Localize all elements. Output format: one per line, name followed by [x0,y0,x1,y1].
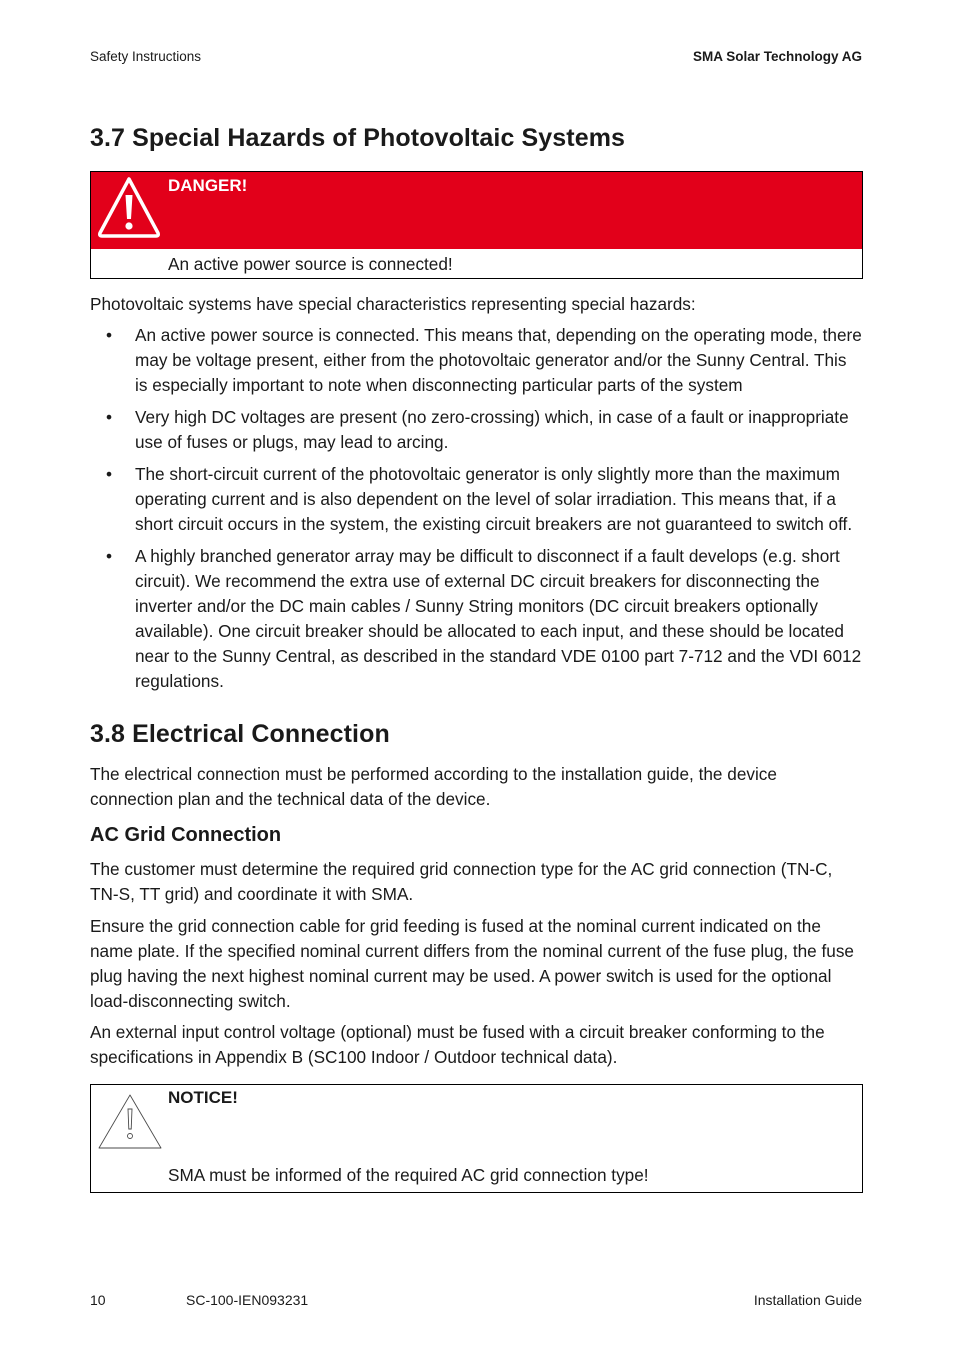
danger-label: DANGER! [168,176,248,195]
notice-text: SMA must be informed of the required AC grid connection type! [168,1165,649,1185]
list-item: • The short-circuit current of the photovoltaic generator is only slightly more than the maximum operating current and is also dependent on the level of solar irradiation. This means that, if a short circuit occurs in the system, the existing circuit breakers are not guaranteed to switch off. [106,464,853,534]
list-item: • Very high DC voltages are present (no zero-crossing) which, in case of a fault or inappropriate use of fuses or plugs, may lead to arcing. [106,407,849,452]
section-title-3-7: 3.7 Special Hazards of Photovoltaic Systems [90,124,626,152]
document-code: SC-100-IEN093231 [186,1292,309,1308]
paragraph: The customer must determine the required grid connection type for the AC grid connection (TN-C, TN-S, TT grid) and coordinate it with SMA. [90,859,833,904]
notice-label: NOTICE! [168,1088,238,1107]
notice-box [90,1084,863,1193]
running-header-right: SMA Solar Technology AG [692,49,862,64]
notice-triangle-icon [95,1092,165,1152]
section-title-3-8: 3.8 Electrical Connection [90,720,390,748]
running-header-left: Safety Instructions [90,49,202,64]
subheading-ac-grid: AC Grid Connection [90,824,282,846]
document-title: Installation Guide [753,1292,862,1308]
hazards-list [90,323,862,701]
warning-triangle-icon [96,175,162,239]
hazards-intro: Photovoltaic systems have special characteristics representing special hazards: [90,294,696,314]
danger-text: An active power source is connected! [168,254,453,274]
paragraph: Ensure the grid connection cable for grid feeding is fused at the nominal current indicated on the name plate. If the specified nominal current differs from the nominal current of the fuse plug, the fuse plug having the next highest nominal current may be used. A power switch is used for the optional load-disconnecting switch. [90,916,854,1011]
electrical-intro: The electrical connection must be performed according to the installation guide, the device connection plan and the technical data of the device. [90,764,777,809]
list-item: • An active power source is connected. This means that, depending on the operating mode, there may be voltage present, either from the photovoltaic generator and/or the Sunny Central. This is especially important to note when disconnecting particular parts of the system [106,325,862,395]
page-number: 10 [90,1292,106,1308]
paragraph: An external input control voltage (optional) must be fused with a circuit breaker conforming to the specifications in Appendix B (SC100 Indoor / Outdoor technical data). [90,1022,825,1067]
list-item: • A highly branched generator array may be difficult to disconnect if a fault develops (e.g. short circuit). We recommend the extra use of external DC circuit breakers for disconnecting the inverter and/or the DC main cables / Sunny String monitors (DC circuit breakers optionally available). One circuit breaker should be allocated to each input, and these should be located near to the Sunny Central, as described in the standard VDE 0100 part 7-712 and the VDI 6012 regulations. [106,546,862,691]
danger-box [90,171,863,279]
